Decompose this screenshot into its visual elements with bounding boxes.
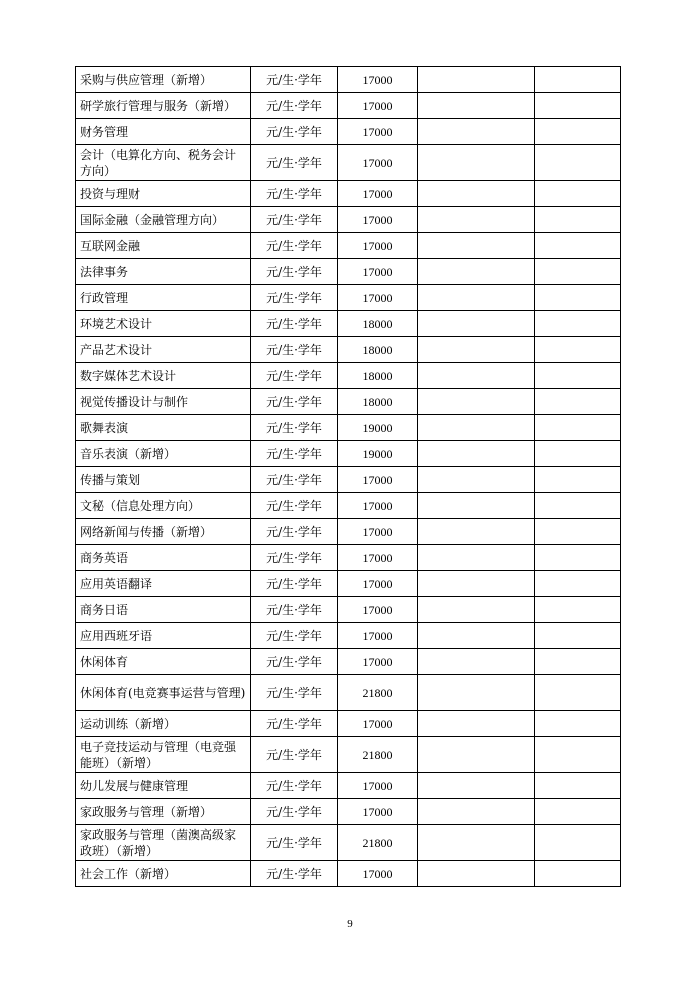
fee-unit-cell: 元/生·学年 [251,675,338,711]
empty-cell [418,207,535,233]
fee-amount-cell: 18000 [338,363,418,389]
major-name-cell: 商务英语 [76,545,251,571]
empty-cell [535,799,621,825]
table-row [76,207,621,233]
major-name-cell: 法律事务 [76,259,251,285]
major-name-cell: 行政管理 [76,285,251,311]
empty-cell [535,737,621,773]
fee-unit-cell: 元/生·学年 [251,145,338,181]
table-row [76,67,621,93]
major-name-cell: 应用西班牙语 [76,623,251,649]
fee-unit-cell: 元/生·学年 [251,415,338,441]
fee-amount-cell: 17000 [338,711,418,737]
fee-unit-cell: 元/生·学年 [251,799,338,825]
major-name-cell: 研学旅行管理与服务（新增） [76,93,251,119]
empty-cell [418,285,535,311]
fee-unit-cell: 元/生·学年 [251,597,338,623]
major-name-cell: 产品艺术设计 [76,337,251,363]
major-name-cell: 数字媒体艺术设计 [76,363,251,389]
table-row [76,285,621,311]
fee-unit-cell: 元/生·学年 [251,861,338,887]
empty-cell [535,571,621,597]
table-row [76,711,621,737]
fee-unit-cell: 元/生·学年 [251,259,338,285]
fee-amount-cell: 21800 [338,825,418,861]
table-row [76,861,621,887]
fee-unit-cell: 元/生·学年 [251,233,338,259]
major-name-cell: 休闲体育(电竞赛事运营与管理) [76,675,251,711]
table-row [76,119,621,145]
empty-cell [535,181,621,207]
empty-cell [418,649,535,675]
empty-cell [535,519,621,545]
fee-amount-cell: 18000 [338,389,418,415]
empty-cell [418,233,535,259]
empty-cell [535,825,621,861]
table-row [76,649,621,675]
major-name-cell: 环境艺术设计 [76,311,251,337]
fee-unit-cell: 元/生·学年 [251,181,338,207]
table-row [76,337,621,363]
table-row [76,441,621,467]
fee-unit-cell: 元/生·学年 [251,67,338,93]
fee-amount-cell: 17000 [338,623,418,649]
empty-cell [418,67,535,93]
table-row [76,233,621,259]
fee-unit-cell: 元/生·学年 [251,519,338,545]
fee-unit-cell: 元/生·学年 [251,389,338,415]
empty-cell [418,119,535,145]
major-name-cell: 应用英语翻译 [76,571,251,597]
empty-cell [535,363,621,389]
empty-cell [535,93,621,119]
fee-unit-cell: 元/生·学年 [251,623,338,649]
table-row [76,737,621,773]
empty-cell [535,773,621,799]
major-name-cell: 传播与策划 [76,467,251,493]
fee-unit-cell: 元/生·学年 [251,285,338,311]
major-name-cell: 国际金融（金融管理方向） [76,207,251,233]
empty-cell [418,337,535,363]
empty-cell [418,259,535,285]
fee-amount-cell: 17000 [338,259,418,285]
fee-unit-cell: 元/生·学年 [251,441,338,467]
table-row [76,597,621,623]
empty-cell [418,597,535,623]
table-row [76,467,621,493]
empty-cell [535,145,621,181]
empty-cell [418,311,535,337]
major-name-cell: 文秘（信息处理方向） [76,493,251,519]
fee-amount-cell: 17000 [338,93,418,119]
fee-amount-cell: 17000 [338,545,418,571]
fee-unit-cell: 元/生·学年 [251,571,338,597]
major-name-cell: 音乐表演（新增） [76,441,251,467]
table-row [76,773,621,799]
empty-cell [418,145,535,181]
table-row [76,363,621,389]
fee-amount-cell: 17000 [338,493,418,519]
table-row [76,145,621,181]
empty-cell [535,415,621,441]
major-name-cell: 家政服务与管理（新增） [76,799,251,825]
empty-cell [535,119,621,145]
empty-cell [535,67,621,93]
empty-cell [535,311,621,337]
fee-amount-cell: 17000 [338,597,418,623]
empty-cell [418,389,535,415]
major-name-cell: 会计（电算化方向、税务会计方向） [76,145,251,181]
empty-cell [535,441,621,467]
fee-amount-cell: 17000 [338,145,418,181]
fee-unit-cell: 元/生·学年 [251,737,338,773]
table-row [76,545,621,571]
empty-cell [418,711,535,737]
empty-cell [535,285,621,311]
table-row [76,415,621,441]
table-row [76,259,621,285]
table-row [76,675,621,711]
table-row [76,519,621,545]
fee-unit-cell: 元/生·学年 [251,467,338,493]
fee-amount-cell: 17000 [338,799,418,825]
fee-amount-cell: 21800 [338,737,418,773]
fee-table [75,66,621,887]
fee-amount-cell: 19000 [338,415,418,441]
fee-unit-cell: 元/生·学年 [251,773,338,799]
fee-unit-cell: 元/生·学年 [251,825,338,861]
empty-cell [418,181,535,207]
empty-cell [535,649,621,675]
major-name-cell: 网络新闻与传播（新增） [76,519,251,545]
table-row [76,571,621,597]
fee-amount-cell: 17000 [338,467,418,493]
empty-cell [418,519,535,545]
fee-amount-cell: 17000 [338,233,418,259]
empty-cell [418,571,535,597]
empty-cell [418,545,535,571]
fee-amount-cell: 17000 [338,119,418,145]
fee-unit-cell: 元/生·学年 [251,363,338,389]
table-row [76,623,621,649]
major-name-cell: 视觉传播设计与制作 [76,389,251,415]
major-name-cell: 幼儿发展与健康管理 [76,773,251,799]
table-row [76,493,621,519]
fee-amount-cell: 17000 [338,649,418,675]
fee-amount-cell: 19000 [338,441,418,467]
fee-amount-cell: 17000 [338,571,418,597]
fee-amount-cell: 18000 [338,311,418,337]
empty-cell [418,93,535,119]
major-name-cell: 电子竞技运动与管理（电竞强能班）（新增） [76,737,251,773]
empty-cell [535,623,621,649]
major-name-cell: 社会工作（新增） [76,861,251,887]
fee-amount-cell: 21800 [338,675,418,711]
empty-cell [418,441,535,467]
major-name-cell: 互联网金融 [76,233,251,259]
empty-cell [535,545,621,571]
fee-amount-cell: 17000 [338,181,418,207]
fee-amount-cell: 18000 [338,337,418,363]
empty-cell [535,259,621,285]
empty-cell [418,825,535,861]
fee-unit-cell: 元/生·学年 [251,119,338,145]
empty-cell [535,861,621,887]
fee-unit-cell: 元/生·学年 [251,493,338,519]
major-name-cell: 休闲体育 [76,649,251,675]
empty-cell [535,711,621,737]
empty-cell [535,207,621,233]
page-number: 9 [347,918,353,930]
empty-cell [418,623,535,649]
empty-cell [418,363,535,389]
fee-unit-cell: 元/生·学年 [251,337,338,363]
table-row [76,93,621,119]
fee-amount-cell: 17000 [338,519,418,545]
fee-amount-cell: 17000 [338,67,418,93]
major-name-cell: 歌舞表演 [76,415,251,441]
empty-cell [535,675,621,711]
major-name-cell: 家政服务与管理（菌澳高级家政班）（新增） [76,825,251,861]
empty-cell [535,337,621,363]
major-name-cell: 投资与理财 [76,181,251,207]
fee-unit-cell: 元/生·学年 [251,649,338,675]
empty-cell [535,233,621,259]
fee-amount-cell: 17000 [338,861,418,887]
empty-cell [418,799,535,825]
table-row [76,181,621,207]
fee-amount-cell: 17000 [338,207,418,233]
fee-unit-cell: 元/生·学年 [251,93,338,119]
empty-cell [418,493,535,519]
table-row [76,825,621,861]
fee-amount-cell: 17000 [338,285,418,311]
empty-cell [418,773,535,799]
empty-cell [418,415,535,441]
fee-amount-cell: 17000 [338,773,418,799]
table-row [76,311,621,337]
fee-unit-cell: 元/生·学年 [251,207,338,233]
fee-unit-cell: 元/生·学年 [251,311,338,337]
empty-cell [418,675,535,711]
empty-cell [418,861,535,887]
empty-cell [535,597,621,623]
major-name-cell: 运动训练（新增） [76,711,251,737]
fee-table-body [76,67,621,887]
empty-cell [418,737,535,773]
empty-cell [535,467,621,493]
table-row [76,389,621,415]
major-name-cell: 采购与供应管理（新增） [76,67,251,93]
major-name-cell: 财务管理 [76,119,251,145]
empty-cell [418,467,535,493]
table-row [76,799,621,825]
empty-cell [535,493,621,519]
fee-unit-cell: 元/生·学年 [251,545,338,571]
fee-unit-cell: 元/生·学年 [251,711,338,737]
empty-cell [535,389,621,415]
major-name-cell: 商务日语 [76,597,251,623]
